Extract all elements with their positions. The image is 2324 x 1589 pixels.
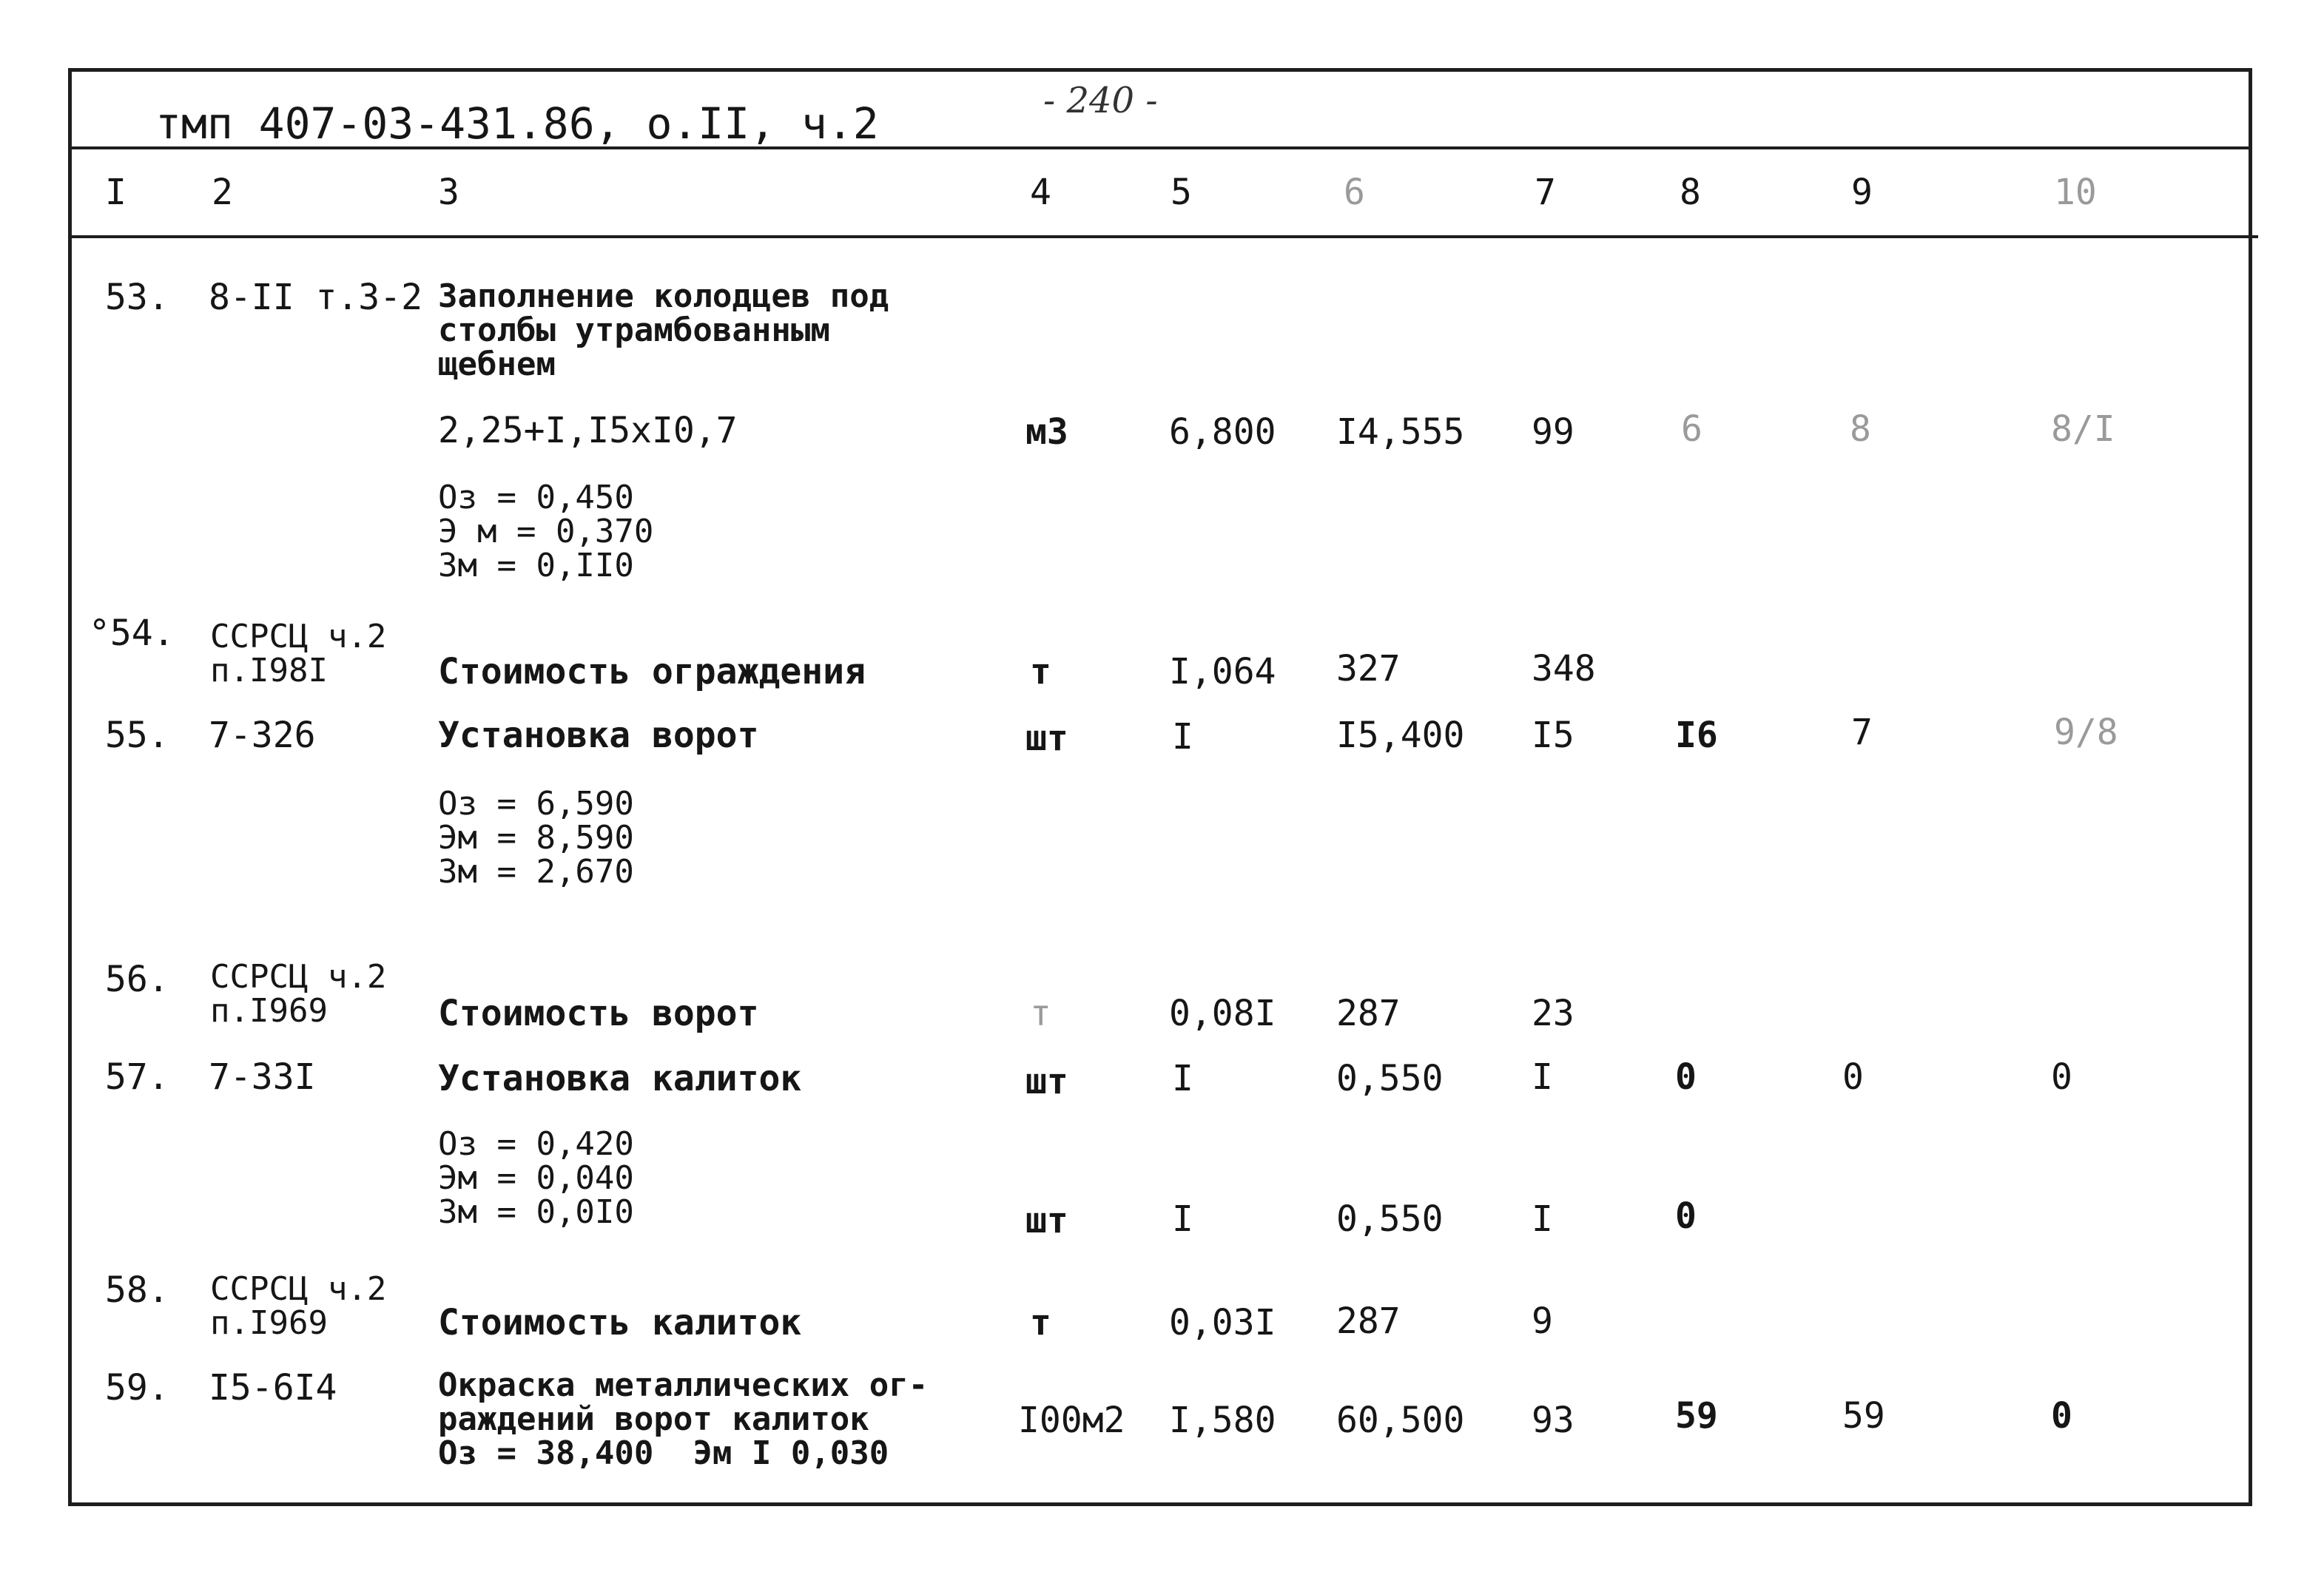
row-55-col9: 7 (1851, 712, 1873, 753)
row-57-subrow-unit: шт (1025, 1200, 1068, 1241)
row-55-number: 55. (105, 715, 169, 756)
row-57-notes: Оз = 0,420 Эм = 0,040 Зм = 0,0I0 (438, 1125, 634, 1231)
row-57-code: 7-33I (209, 1056, 316, 1098)
column-number-3: 3 (438, 172, 459, 213)
row-58-description: Стоимость калиток (438, 1302, 802, 1343)
row-55-total: I5 (1532, 715, 1574, 756)
row-55-col10: 9/8 (2054, 712, 2118, 753)
row-53-unit: м3 (1025, 411, 1068, 453)
row-53-number: 53. (105, 277, 169, 318)
row-59-total: 93 (1532, 1400, 1574, 1441)
row-56-total: 23 (1532, 993, 1574, 1034)
row-56-quantity: 0,08I (1169, 993, 1276, 1034)
row-55-description: Установка ворот (438, 715, 759, 756)
row-54-unit: т (1030, 651, 1051, 692)
column-number-8: 8 (1680, 172, 1701, 213)
row-56-description: Стоимость ворот (438, 993, 759, 1034)
row-56-number: 56. (105, 959, 169, 1000)
row-53-total: 99 (1532, 411, 1574, 453)
row-57-subrow-total: I (1532, 1198, 1553, 1240)
row-57-quantity: I (1172, 1058, 1193, 1099)
row-57-unit: шт (1025, 1061, 1068, 1102)
row-59-col9: 59 (1842, 1395, 1885, 1437)
column-number-2: 2 (212, 172, 233, 213)
column-number-5: 5 (1171, 172, 1192, 213)
row-55-quantity: I (1172, 716, 1193, 758)
row-54-total: 348 (1532, 648, 1596, 689)
row-56-code: ССРСЦ ч.2 п.I969 (210, 958, 387, 1030)
row-57-number: 57. (105, 1056, 169, 1098)
row-55-code: 7-326 (209, 715, 316, 756)
column-header-divider (68, 235, 2258, 238)
row-58-price: 287 (1336, 1300, 1401, 1342)
row-59-description: Окраска металлических ог- раждений ворот калиток Оз = 38,400 Эм I 0,030 (438, 1366, 929, 1472)
row-57-col8: 0 (1675, 1056, 1697, 1098)
row-58-number: 58. (105, 1269, 169, 1311)
row-54-number: °54. (89, 613, 175, 654)
row-53-col8: 6 (1681, 408, 1702, 450)
row-55-notes: Оз = 6,590 Эм = 8,590 Зм = 2,670 (438, 785, 634, 891)
column-number-7: 7 (1535, 172, 1556, 213)
row-59-col10: 0 (2051, 1395, 2072, 1437)
row-53-notes: Оз = 0,450 Э м = 0,370 Зм = 0,II0 (438, 479, 654, 584)
row-57-col10: 0 (2051, 1056, 2072, 1098)
row-59-number: 59. (105, 1367, 169, 1408)
row-57-col9: 0 (1842, 1056, 1864, 1098)
row-59-price: 60,500 (1336, 1400, 1465, 1441)
row-59-col8: 59 (1675, 1395, 1718, 1437)
row-53-quantity: 6,800 (1169, 411, 1276, 453)
row-57-subrow-quantity: I (1172, 1198, 1193, 1240)
row-57-description: Установка калиток (438, 1058, 802, 1099)
row-57-subrow-price: 0,550 (1336, 1198, 1444, 1240)
row-59-quantity: I,580 (1169, 1400, 1276, 1441)
row-56-price: 287 (1336, 993, 1401, 1034)
row-53-col9: 8 (1850, 408, 1871, 450)
row-54-description: Стоимость ограждения (438, 651, 866, 692)
row-57-total: I (1532, 1056, 1553, 1098)
column-number-4: 4 (1030, 172, 1051, 213)
row-59-unit: I00м2 (1018, 1400, 1125, 1441)
column-number-9: 9 (1851, 172, 1873, 213)
header-divider (68, 146, 2252, 149)
row-53-description: Заполнение колодцев под столбы утрамбованным щебнем (438, 277, 889, 383)
page-number: - 240 - (1043, 80, 1158, 121)
row-54-quantity: I,064 (1169, 651, 1276, 692)
row-53-price: I4,555 (1336, 411, 1465, 453)
row-57-price: 0,550 (1336, 1058, 1444, 1099)
column-number-6: 6 (1344, 172, 1365, 213)
row-53-formula: 2,25+I,I5xI0,7 (438, 410, 738, 451)
column-number-1: I (105, 172, 127, 213)
row-55-unit: шт (1025, 718, 1068, 759)
document-code: тмп 407-03-431.86, о.II, ч.2 (155, 98, 879, 149)
row-54-price: 327 (1336, 648, 1401, 689)
column-number-10: 10 (2054, 172, 2097, 213)
row-53-code: 8-II т.3-2 (209, 277, 422, 318)
row-56-unit: т (1030, 993, 1051, 1034)
row-55-price: I5,400 (1336, 715, 1465, 756)
row-53-col10: 8/I (2051, 408, 2115, 450)
row-58-quantity: 0,03I (1169, 1302, 1276, 1343)
row-57-subrow-col8: 0 (1675, 1195, 1697, 1237)
row-59-code: I5-6I4 (209, 1367, 337, 1408)
row-58-code: ССРСЦ ч.2 п.I969 (210, 1270, 387, 1342)
row-58-total: 9 (1532, 1300, 1553, 1342)
row-58-unit: т (1030, 1302, 1051, 1343)
row-54-code: ССРСЦ ч.2 п.I98I (210, 618, 387, 689)
row-55-col8: I6 (1675, 715, 1718, 756)
